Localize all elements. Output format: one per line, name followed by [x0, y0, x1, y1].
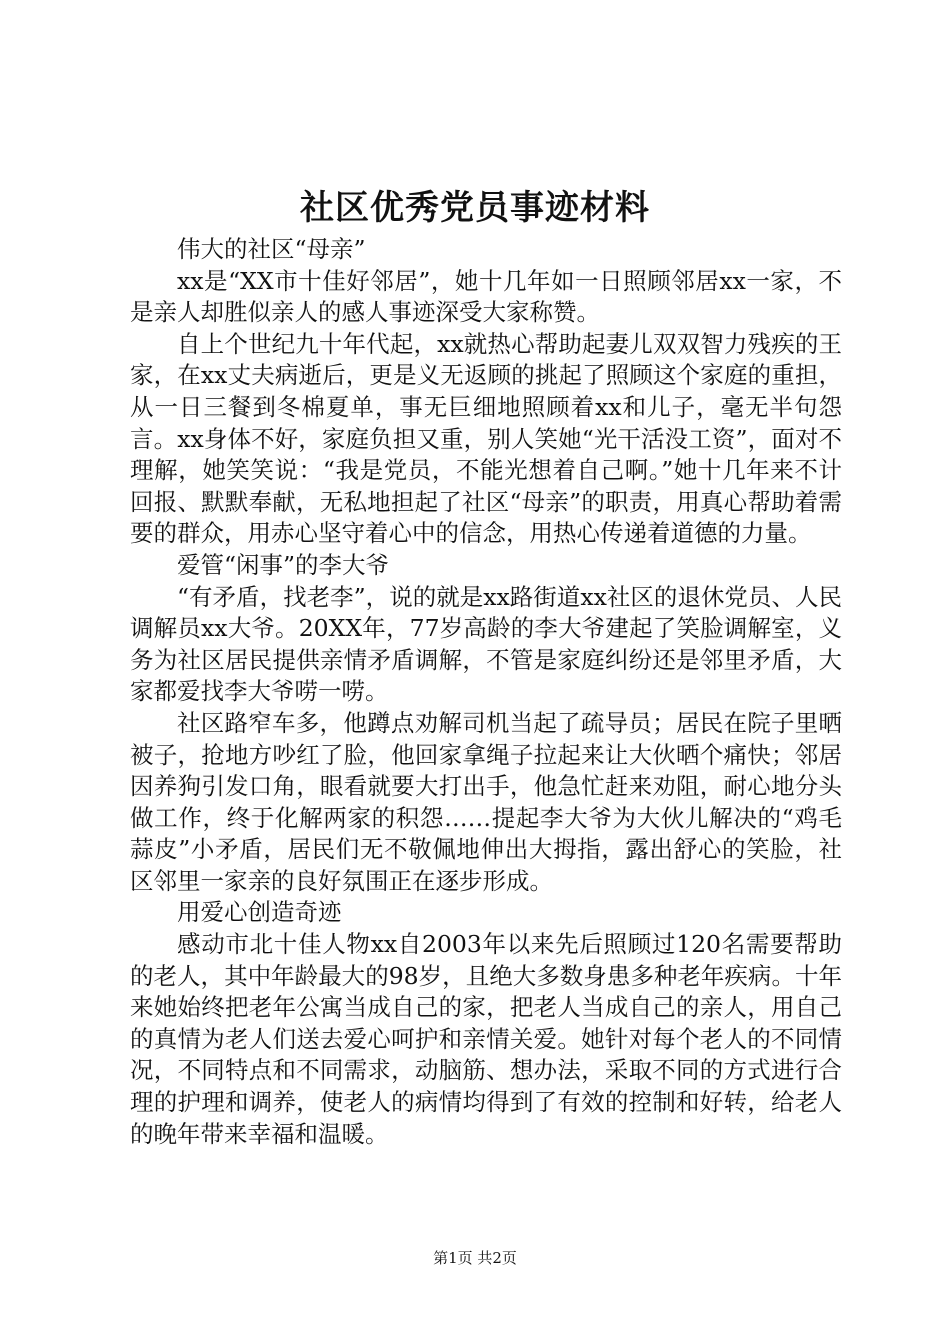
document-title: 社区优秀党员事迹材料 — [300, 188, 650, 228]
section-heading-community-mother: 伟大的社区“母亲” — [177, 235, 366, 263]
page-footer: 第1页 共2页 — [433, 1249, 517, 1267]
document-body — [130, 234, 842, 1150]
paragraph: 社区路窄车多，他蹲点劝解司机当起了疏导员；居民在院子里晒被子，抢地方吵红了脸，他回家拿绳子拉起来让大伙晒个痛快；邻居因养狗引发口角，眼看就要大打出手，他急忙赶来劝阻，耐心地分头做工作，终于化解两家的积怨……提起李大爷为大伙儿解决的“鸡毛蒜皮”小矛盾，居民们无不敬佩地伸出大拇指，露出舒心的笑脸，社区邻里一家亲的良好氛围正在逐步形成。 — [130, 708, 842, 895]
paragraph: “有矛盾，找老李”，说的就是xx路街道xx社区的退休党员、人民调解员xx大爷。20XX年，77岁高龄的李大爷建起了笑脸调解室，义务为社区居民提供亲情矛盾调解，不管是家庭纠纷还是邻里矛盾，大家都爱找李大爷唠一唠。 — [130, 582, 842, 706]
paragraph: xx是“XX市十佳好邻居”，她十几年如一日照顾邻居xx一家，不是亲人却胜似亲人的感人事迹深受大家称赞。 — [130, 266, 842, 327]
paragraph: 感动市北十佳人物xx自2003年以来先后照顾过120名需要帮助的老人，其中年龄最大的98岁，且绝大多数身患多种老年疾病。十年来她始终把老年公寓当成自己的家，把老人当成自己的亲人，用自己的真情为老人们送去爱心呵护和亲情关爱。她针对每个老人的不同情况，不同特点和不同需求，动脑筋、想办法，采取不同的方式进行合理的护理和调养，使老人的病情均得到了有效的控制和好转，给老人的晚年带来幸福和温暖。 — [130, 930, 842, 1148]
section-heading-grandpa-li: 爱管“闲事”的李大爷 — [177, 550, 390, 579]
paragraph: 自上个世纪九十年代起，xx就热心帮助起妻儿双双智力残疾的王家，在xx丈夫病逝后，更是义无返顾的挑起了照顾这个家庭的重担，从一日三餐到冬棉夏单，事无巨细地照顾着xx和儿子，毫无半句怨言。xx身体不好，家庭负担又重，别人笑她“光干活没工资”，面对不理解，她笑笑说：“我是党员，不能光想着自己啊。”她十几年来不计回报、默默奉献，无私地担起了社区“母亲”的职责，用真心帮助着需要的群众，用赤心坚守着心中的信念，用热心传递着道德的力量。 — [130, 329, 842, 548]
section-heading-love-miracle: 用爱心创造奇迹 — [177, 898, 342, 927]
